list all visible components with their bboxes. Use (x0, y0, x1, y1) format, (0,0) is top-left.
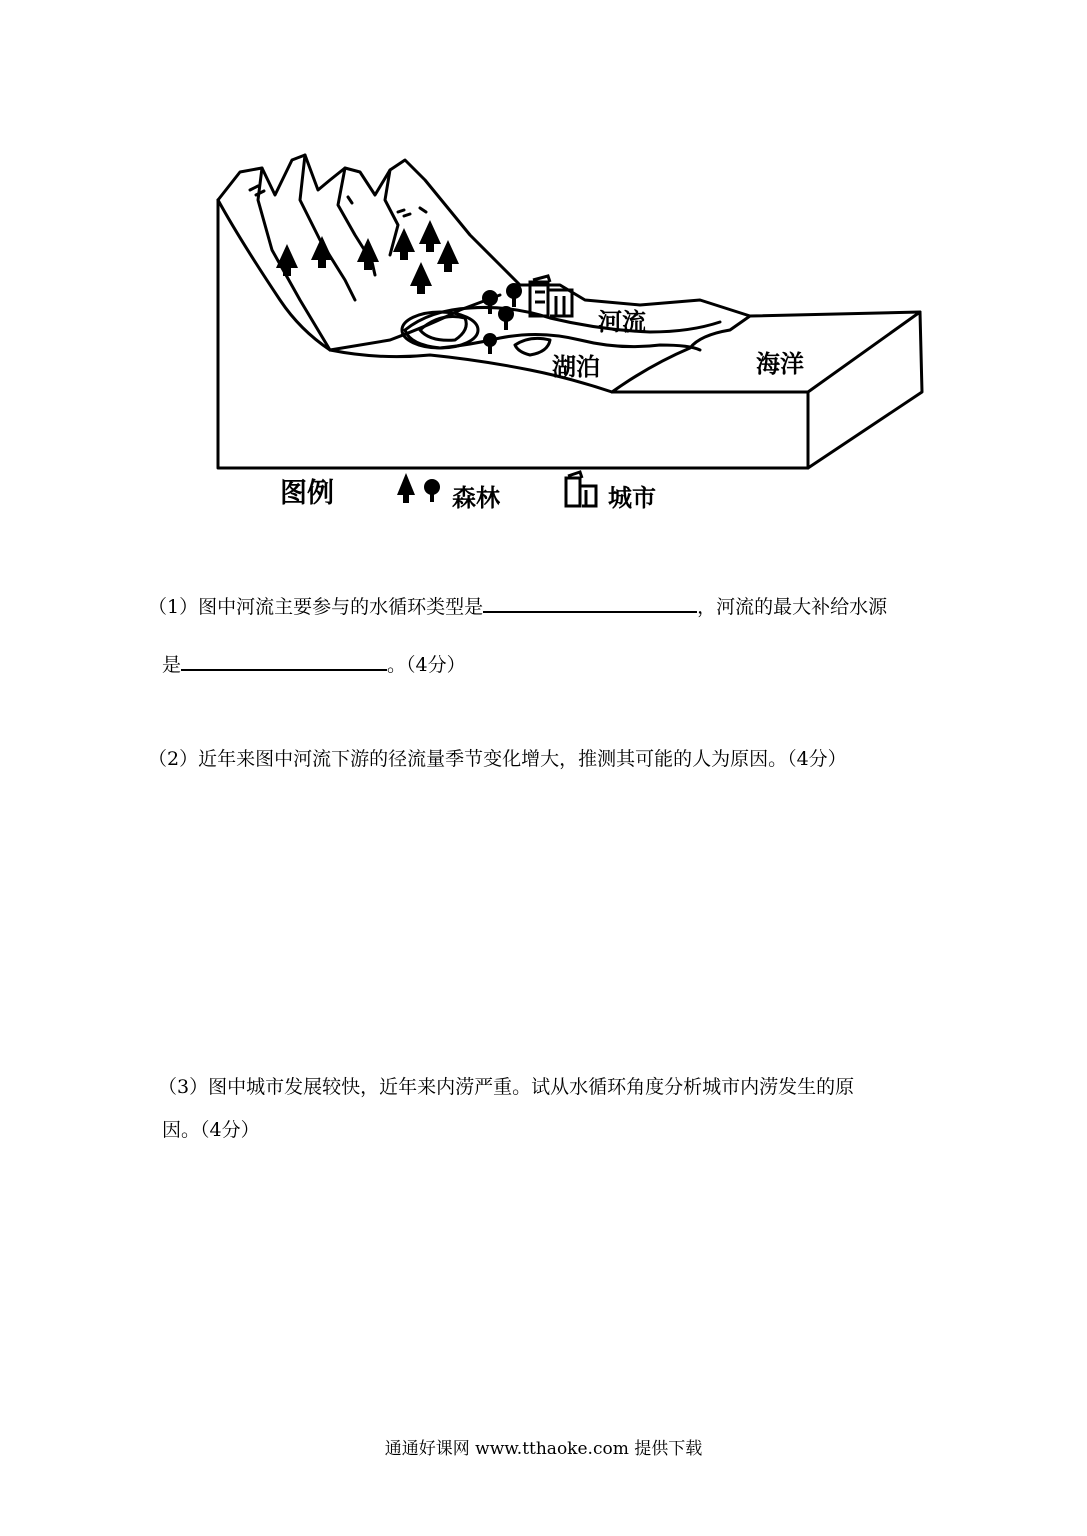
question-3-line-2: 因。（4分） (162, 1119, 260, 1141)
legend-city-label: 城市 (608, 484, 656, 512)
city-buildings-icon (530, 276, 572, 316)
forest-tree-icon (419, 220, 441, 252)
question-1-text-cont: ，河流的最大补给水源 (697, 596, 888, 618)
broadleaf-tree-icon (482, 290, 498, 314)
footer-credit: 通通好课网 www.tthaoke.com 提供下载 (384, 1439, 703, 1459)
question-1-line2-suffix: 。（4分） (387, 654, 466, 676)
ridge-2 (300, 155, 355, 300)
lake-small (515, 338, 550, 355)
question-2: （2）近年来图中河流下游的径流量季节变化增大，推测其可能的人为原因。（4分） (148, 748, 847, 770)
question-1-line-2 (162, 651, 466, 675)
legend-forest-label: 森林 (452, 484, 500, 512)
question-1-line-1 (148, 593, 887, 617)
forest-tree-icon (311, 236, 333, 268)
answer-blank-2 (181, 651, 387, 671)
legend-title: 图例 (280, 478, 334, 509)
block-right-side (808, 312, 922, 468)
broadleaf-tree-icon (506, 283, 522, 307)
label-river: 河流 (598, 308, 646, 336)
question-3-line-1: （3）图中城市发展较快，近年来内涝严重。试从水循环角度分析城市内涝发生的原 (158, 1076, 855, 1098)
label-ocean: 海洋 (756, 350, 804, 378)
question-1-text: （1）图中河流主要参与的水循环类型是 (148, 596, 484, 618)
question-1-line2-prefix: 是 (162, 654, 182, 676)
broadleaf-tree-icon (498, 306, 514, 330)
ridge-4 (385, 170, 398, 255)
legend-city-icon (566, 472, 596, 506)
block-front-face (218, 200, 808, 468)
answer-blank-1 (483, 593, 697, 613)
mountain-outline (218, 155, 750, 316)
mountain-base (218, 200, 500, 350)
forest-tree-icon (410, 262, 432, 294)
lake-inner (420, 317, 466, 341)
broadleaf-tree-icon (483, 333, 497, 354)
water-cycle-block-diagram (200, 140, 940, 530)
forest-tree-icon (437, 240, 459, 272)
legend-forest-icon (397, 473, 440, 503)
label-lake: 湖泊 (552, 353, 600, 381)
